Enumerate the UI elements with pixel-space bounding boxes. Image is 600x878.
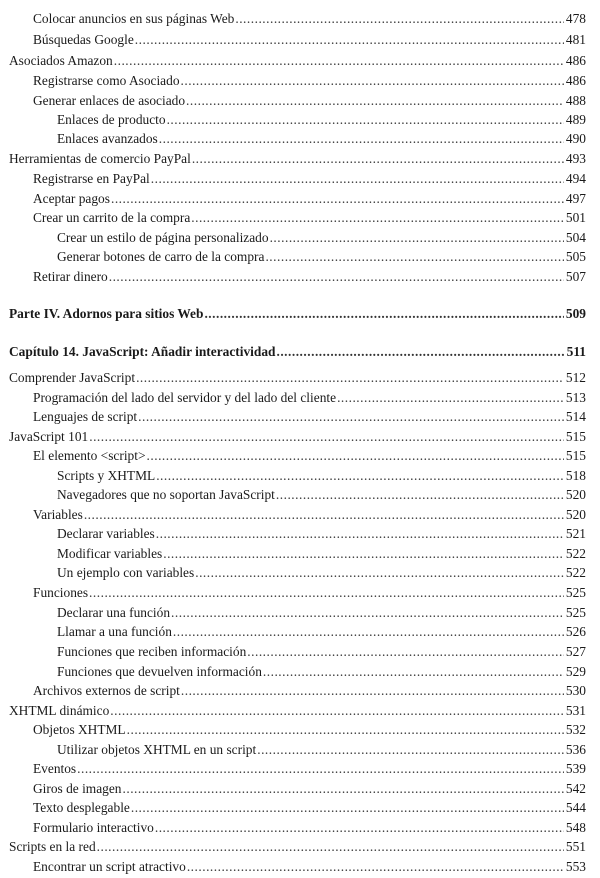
toc-entry	[33, 800, 586, 816]
toc-entry-page: 551	[565, 839, 586, 854]
toc-entry	[9, 53, 586, 69]
toc-entry	[33, 585, 586, 601]
toc-entry	[33, 11, 586, 27]
toc-entry-page: 520	[565, 507, 586, 522]
toc-entry-page: 518	[565, 468, 586, 483]
toc-entry-title: Enlaces avanzados	[57, 131, 158, 146]
toc-entry-page: 509	[565, 306, 586, 321]
toc-entry-page: 501	[565, 210, 586, 225]
toc-entry	[33, 73, 586, 89]
toc-leader-dots	[171, 605, 564, 621]
toc-entry-title: Búsquedas Google	[33, 32, 134, 47]
toc-entry-title: Parte IV. Adornos para sitios Web	[9, 306, 204, 321]
toc-entry-page: 512	[565, 370, 586, 385]
toc-entry	[57, 112, 586, 128]
toc-leader-dots	[263, 664, 564, 680]
toc-entry-page: 520	[565, 487, 586, 502]
toc-entry	[33, 32, 586, 48]
toc-entry-title: Registrarse en PayPal	[33, 171, 150, 186]
toc-entry	[9, 703, 586, 719]
toc-entry	[57, 605, 586, 621]
toc-entry	[33, 269, 586, 285]
toc-entry	[33, 409, 586, 425]
toc-entry-page: 542	[565, 781, 586, 796]
toc-entry	[33, 93, 586, 109]
toc-entry-title: Comprender JavaScript	[9, 370, 136, 385]
toc-entry-page: 531	[565, 703, 586, 718]
toc-entry	[57, 468, 586, 484]
toc-leader-dots	[111, 191, 564, 207]
toc-leader-dots	[163, 546, 564, 562]
toc-entry-title: Variables	[33, 507, 83, 522]
toc-entry-title: Herramientas de comercio PayPal	[9, 151, 191, 166]
toc-entry-page: 522	[565, 546, 586, 561]
toc-entry-page: 553	[565, 859, 586, 874]
toc-leader-dots	[114, 53, 564, 69]
toc-entry	[9, 306, 586, 322]
toc-leader-dots	[167, 112, 564, 128]
toc-entry-page: 526	[565, 624, 586, 639]
toc-entry-page: 507	[565, 269, 586, 284]
toc-leader-dots	[257, 742, 564, 758]
toc-leader-dots	[235, 11, 564, 27]
toc-leader-dots	[195, 565, 564, 581]
toc-entry	[57, 249, 586, 265]
toc-entry-title: Generar enlaces de asociado	[33, 93, 186, 108]
toc-entry-title: Modificar variables	[57, 546, 163, 561]
toc-entry-title: Archivos externos de script	[33, 683, 180, 698]
toc-entry	[9, 370, 586, 386]
toc-entry-title: Giros de imagen	[33, 781, 122, 796]
toc-entry-title: Crear un estilo de página personalizado	[57, 230, 269, 245]
toc-entry	[33, 781, 586, 797]
toc-entry-title: Enlaces de producto	[57, 112, 166, 127]
toc-leader-dots	[187, 859, 564, 875]
toc-entry-page: 539	[565, 761, 586, 776]
toc-entry-title: Crear un carrito de la compra	[33, 210, 191, 225]
toc-entry-title: Funciones que devuelven información	[57, 664, 262, 679]
toc-leader-dots	[173, 624, 564, 640]
toc-leader-dots	[89, 585, 564, 601]
toc-entry-page: 505	[565, 249, 586, 264]
toc-entry	[9, 344, 586, 360]
toc-entry-title: JavaScript 101	[9, 429, 89, 444]
toc-entry-title: Colocar anuncios en sus páginas Web	[33, 11, 235, 26]
toc-leader-dots	[127, 722, 564, 738]
toc-leader-dots	[265, 249, 563, 265]
toc-entry-page: 511	[566, 344, 586, 359]
toc-entry-page: 488	[565, 93, 586, 108]
toc-entry-page: 529	[565, 664, 586, 679]
toc-entry	[33, 448, 586, 464]
toc-entry-page: 527	[565, 644, 586, 659]
toc-entry	[33, 191, 586, 207]
toc-entry	[57, 487, 586, 503]
toc-entry-page: 544	[565, 800, 586, 815]
toc-leader-dots	[109, 269, 564, 285]
toc-entry-title: Programación del lado del servidor y del lado del cliente	[33, 390, 337, 405]
toc-entry-page: 504	[565, 230, 586, 245]
toc-entry	[57, 742, 586, 758]
toc-leader-dots	[276, 344, 564, 360]
toc-entry	[33, 171, 586, 187]
toc-entry	[57, 624, 586, 640]
toc-leader-dots	[204, 306, 563, 322]
toc-leader-dots	[192, 151, 564, 167]
toc-leader-dots	[138, 409, 564, 425]
toc-entry	[33, 859, 586, 875]
toc-entry-title: Llamar a una función	[57, 624, 172, 639]
toc-entry	[57, 644, 586, 660]
toc-leader-dots	[270, 230, 564, 246]
toc-entry-title: Navegadores que no soportan JavaScript	[57, 487, 275, 502]
toc-entry-page: 489	[565, 112, 586, 127]
toc-leader-dots	[151, 171, 564, 187]
toc-leader-dots	[147, 448, 564, 464]
toc-entry	[33, 507, 586, 523]
toc-entry-page: 521	[565, 526, 586, 541]
toc-entry-page: 513	[565, 390, 586, 405]
toc-entry	[57, 526, 586, 542]
toc-entry-title: XHTML dinámico	[9, 703, 110, 718]
toc-entry-title: Capítulo 14. JavaScript: Añadir interactividad	[9, 344, 276, 359]
toc-entry-title: Declarar una función	[57, 605, 171, 620]
toc-leader-dots	[247, 644, 564, 660]
toc-entry-page: 490	[565, 131, 586, 146]
toc-entry	[9, 151, 586, 167]
toc-entry	[33, 761, 586, 777]
toc-entry	[57, 131, 586, 147]
toc-entry-page: 522	[565, 565, 586, 580]
toc-entry-title: Formulario interactivo	[33, 820, 154, 835]
toc-entry-title: Encontrar un script atractivo	[33, 859, 186, 874]
toc-entry-title: Registrarse como Asociado	[33, 73, 180, 88]
toc-entry-title: Scripts y XHTML	[57, 468, 156, 483]
toc-leader-dots	[155, 820, 564, 836]
toc-leader-dots	[186, 93, 564, 109]
toc-entry-page: 515	[565, 448, 586, 463]
toc-entry-page: 481	[565, 32, 586, 47]
toc-entry-title: El elemento <script>	[33, 448, 146, 463]
toc-leader-dots	[123, 781, 564, 797]
toc-entry-page: 494	[565, 171, 586, 186]
toc-entry-page: 478	[565, 11, 586, 26]
toc-leader-dots	[276, 487, 564, 503]
toc-entry	[9, 429, 586, 445]
toc-entry-page: 532	[565, 722, 586, 737]
toc-entry-title: Utilizar objetos XHTML en un script	[57, 742, 257, 757]
toc-entry-title: Lenguajes de script	[33, 409, 138, 424]
toc-leader-dots	[97, 839, 564, 855]
toc-entry-page: 515	[565, 429, 586, 444]
toc-leader-dots	[181, 73, 564, 89]
toc-entry	[33, 722, 586, 738]
toc-entry	[9, 839, 586, 855]
toc-entry-title: Aceptar pagos	[33, 191, 110, 206]
toc-entry-page: 493	[565, 151, 586, 166]
toc-entry-page: 497	[565, 191, 586, 206]
toc-leader-dots	[156, 468, 564, 484]
toc-entry	[57, 664, 586, 680]
toc-leader-dots	[135, 32, 564, 48]
toc-leader-dots	[337, 390, 564, 406]
toc-entry	[33, 683, 586, 699]
toc-leader-dots	[191, 210, 564, 226]
toc-leader-dots	[181, 683, 564, 699]
toc-entry-title: Asociados Amazon	[9, 53, 113, 68]
toc-entry	[57, 565, 586, 581]
toc-leader-dots	[110, 703, 564, 719]
toc-entry-title: Scripts en la red	[9, 839, 96, 854]
toc-entry-title: Eventos	[33, 761, 77, 776]
toc-entry-title: Funciones	[33, 585, 89, 600]
toc-leader-dots	[77, 761, 564, 777]
toc-entry-title: Retirar dinero	[33, 269, 108, 284]
toc-entry-page: 486	[565, 53, 586, 68]
toc-entry	[33, 210, 586, 226]
toc-leader-dots	[156, 526, 564, 542]
toc-leader-dots	[89, 429, 564, 445]
toc-entry	[57, 546, 586, 562]
toc-leader-dots	[131, 800, 564, 816]
toc-entry-title: Texto desplegable	[33, 800, 130, 815]
toc-entry-page: 525	[565, 605, 586, 620]
toc-entry-page: 536	[565, 742, 586, 757]
toc-entry-page: 548	[565, 820, 586, 835]
toc-entry-page: 530	[565, 683, 586, 698]
toc-entry-page: 514	[565, 409, 586, 424]
toc-entry-title: Declarar variables	[57, 526, 155, 541]
toc-entry	[33, 820, 586, 836]
toc-entry	[33, 390, 586, 406]
toc-entry-title: Un ejemplo con variables	[57, 565, 195, 580]
toc-entry-title: Funciones que reciben información	[57, 644, 247, 659]
toc-entry-title: Generar botones de carro de la compra	[57, 249, 265, 264]
toc-leader-dots	[136, 370, 564, 386]
toc-entry-title: Objetos XHTML	[33, 722, 126, 737]
toc-leader-dots	[84, 507, 564, 523]
toc-leader-dots	[159, 131, 564, 147]
toc-entry-page: 486	[565, 73, 586, 88]
toc-entry-page: 525	[565, 585, 586, 600]
toc-entry	[57, 230, 586, 246]
